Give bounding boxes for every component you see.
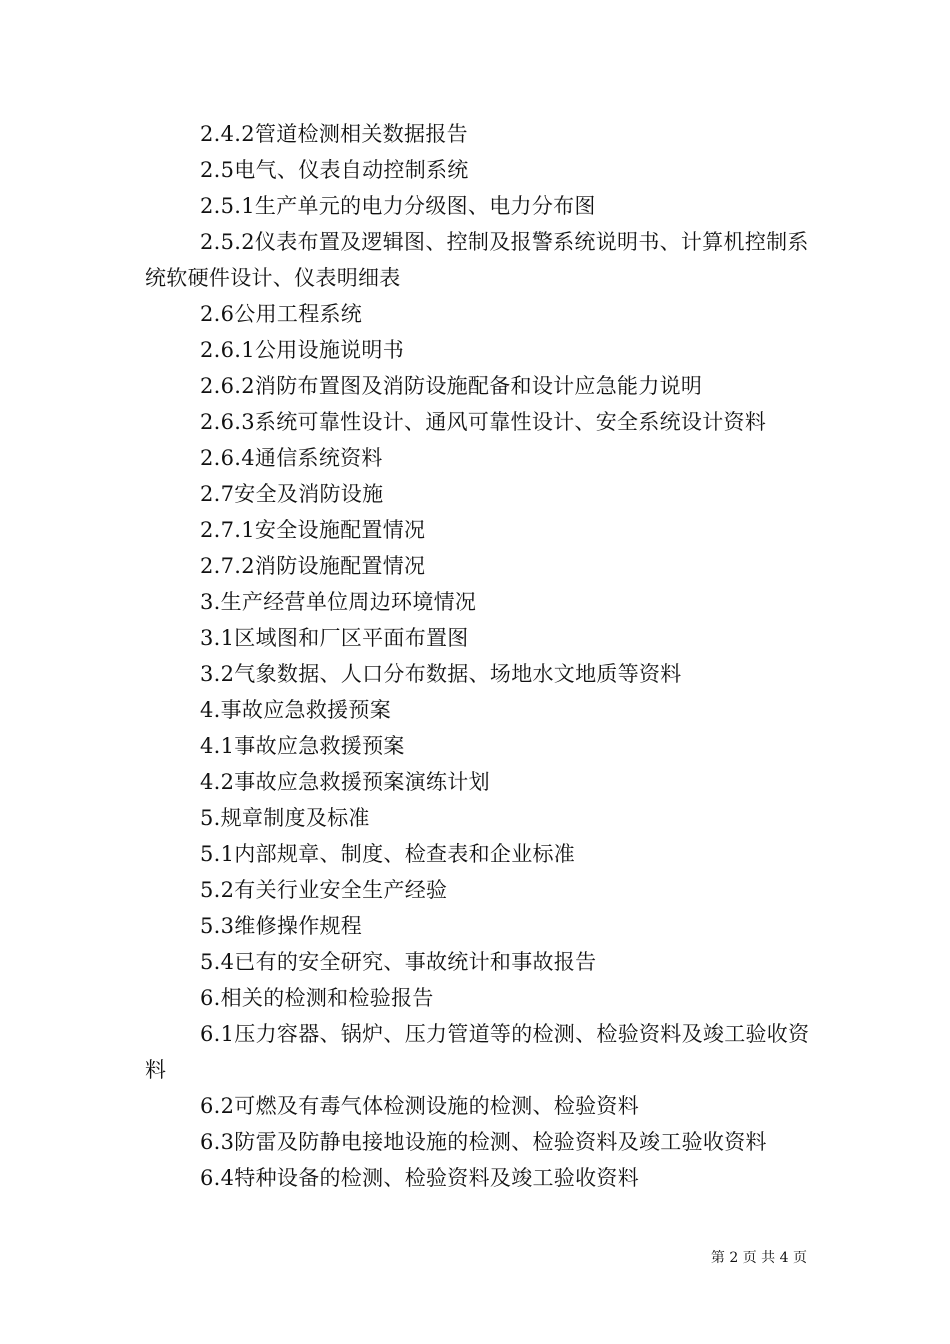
text-line: 2.6.2消防布置图及消防设施配备和设计应急能力说明 [200,374,703,398]
text-line: 2.6公用工程系统 [200,302,363,326]
text-line: 5.1内部规章、制度、检查表和企业标准 [200,842,576,866]
text-line: 4.1事故应急救援预案 [200,734,405,758]
text-line: 5.规章制度及标准 [200,806,370,830]
text-line: 6.2可燃及有毒气体检测设施的检测、检验资料 [200,1094,639,1118]
text-line: 2.5.1生产单元的电力分级图、电力分布图 [200,194,596,218]
text-line: 2.5电气、仪表自动控制系统 [200,158,469,182]
text-line: 3.2气象数据、人口分布数据、场地水文地质等资料 [200,662,682,686]
text-line: 6.相关的检测和检验报告 [200,986,434,1010]
text-line: 6.1压力容器、锅炉、压力管道等的检测、检验资料及竣工验收资料 [145,1022,810,1082]
text-line: 4.事故应急救援预案 [200,698,392,722]
text-line: 2.5.2仪表布置及逻辑图、控制及报警系统说明书、计算机控制系统软硬件设计、仪表明细表 [145,230,809,290]
text-line: 6.3防雷及防静电接地设施的检测、检验资料及竣工验收资料 [200,1130,767,1154]
text-line: 5.2有关行业安全生产经验 [200,878,448,902]
text-line: 2.7.1安全设施配置情况 [200,518,426,542]
text-line: 2.6.3系统可靠性设计、通风可靠性设计、安全系统设计资料 [200,410,767,434]
text-line: 2.6.4通信系统资料 [200,446,383,470]
text-line: 2.7安全及消防设施 [200,482,384,506]
text-line: 3.1区域图和厂区平面布置图 [200,626,469,650]
text-line: 5.3维修操作规程 [200,914,363,938]
text-line: 4.2事故应急救援预案演练计划 [200,770,490,794]
text-line: 2.7.2消防设施配置情况 [200,554,426,578]
text-line: 6.4特种设备的检测、检验资料及竣工验收资料 [200,1166,639,1190]
text-line: 2.6.1公用设施说明书 [200,338,405,362]
text-line: 3.生产经营单位周边环境情况 [200,590,477,614]
text-line: 5.4已有的安全研究、事故统计和事故报告 [200,950,597,974]
document-body [145,116,810,1196]
text-line: 2.4.2管道检测相关数据报告 [200,122,468,146]
page-number-footer: 第 2 页 共 4 页 [710,1250,807,1266]
